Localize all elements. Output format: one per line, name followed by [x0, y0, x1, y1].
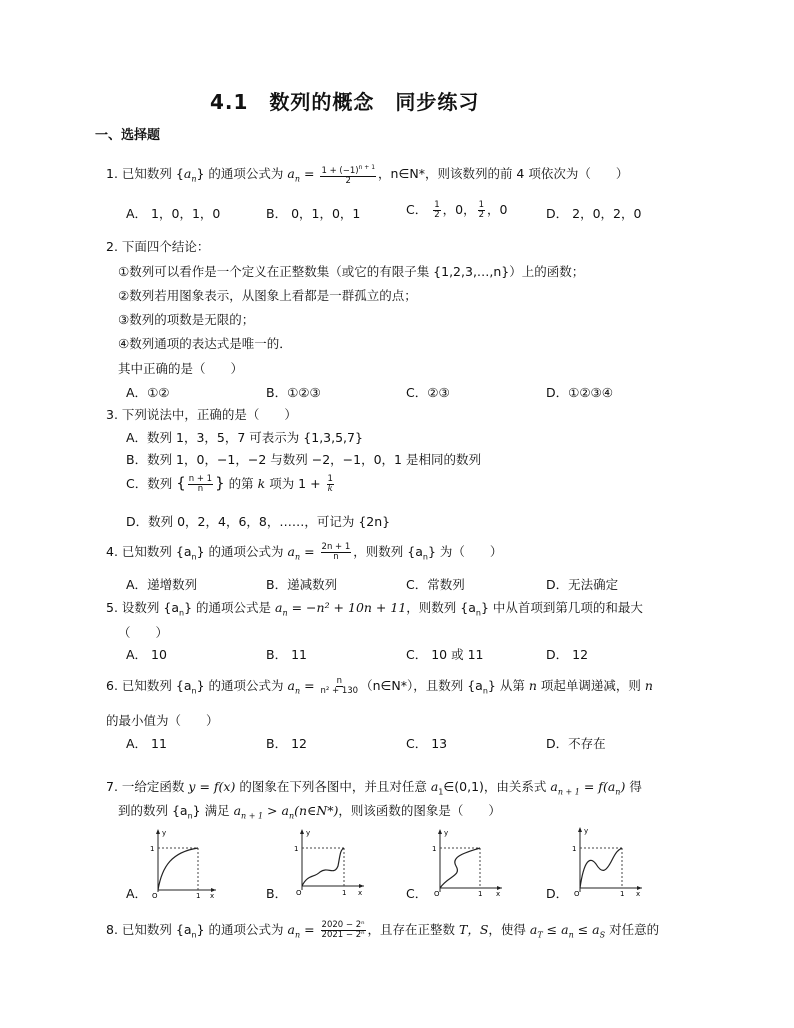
svg-text:1: 1: [620, 890, 625, 898]
question-2-stem: 2. 下面四个结论：: [106, 239, 210, 254]
option-a[interactable]: A．①②: [126, 385, 170, 400]
option-d[interactable]: D．数列 0，2，4，6，8，……，可记为 {2n}: [126, 514, 391, 529]
option-c[interactable]: C． 10 或 11: [406, 647, 484, 662]
svg-text:1: 1: [478, 890, 483, 898]
svg-text:1: 1: [432, 845, 437, 853]
option-d[interactable]: D．①②③④: [546, 385, 613, 400]
option-a[interactable]: A．递增数列: [126, 577, 198, 592]
svg-text:x: x: [358, 889, 363, 897]
option-c[interactable]: C．数列 { $\frac{n + 1}{n}$ } 的第 k 项为 1 + $\frac{1}{k}$: [126, 474, 333, 494]
svg-text:y: y: [444, 829, 449, 837]
graph-option-b[interactable]: [288, 826, 368, 898]
svg-text:y: y: [584, 827, 589, 835]
option-c[interactable]: C．常数列: [406, 577, 465, 592]
question-6-stem: 6. 已知数列 $\{a_n\}$ 的通项公式为 $a_n$ = $\frac{n}{\text{n² + 130}}$ （n∈N*），且数列 $\{a_n\}$ 从第 n 项起单调递减，则 n: [106, 676, 653, 696]
svg-text:O: O: [296, 889, 302, 897]
option-d[interactable]: D．无法确定: [546, 577, 619, 592]
svg-text:y: y: [306, 829, 311, 837]
graph-option-c-label[interactable]: C．: [406, 886, 428, 901]
option-b[interactable]: B．数列 1，0，−1，−2 与数列 −2，−1，0，1 是相同的数列: [126, 452, 481, 467]
question-3-stem: 3. 下列说法中，正确的是（ ）: [106, 407, 297, 422]
option-a[interactable]: A． 11: [126, 736, 167, 751]
statement-2: ②数列若用图象表示，从图象上看都是一群孤立的点；: [118, 288, 417, 303]
option-b[interactable]: B． 12: [266, 736, 307, 751]
option-a[interactable]: A． 1，0，1，0: [126, 206, 221, 221]
formula-fraction: $\frac{1 + (-1)^{n + 1}}{2}$: [321, 164, 376, 186]
question-8-stem: 8. 已知数列 $\{a_n\}$ 的通项公式为 $a_n$ = $\frac{\text{2020 − 2ⁿ}}{\text{2021 − 2ⁿ}}$ ，且存在正整数 T，S，使得 $a_T \le a_n \le a_S$ 对任意的: [106, 920, 660, 940]
graph-option-a[interactable]: [140, 826, 220, 898]
option-b[interactable]: B．递减数列: [266, 577, 338, 592]
question-5-stem: 5. 设数列 $\{a_n\}$ 的通项公式是 $a_n = -n^2 + 10n + 11$，则数列 $\{a_n\}$ 中从首项到第几项的和最大: [106, 600, 643, 618]
question-2-ask: 其中正确的是（ ）: [118, 361, 244, 376]
graph-option-d[interactable]: [566, 820, 646, 898]
question-7-line2: 到的数列 $\{a_n\}$ 满足 $a_{n + 1}$ > $a_n(n\in N*)$，则该函数的图象是（ ）: [118, 803, 501, 821]
option-d[interactable]: D． 2，0，2，0: [546, 206, 642, 221]
svg-text:O: O: [434, 890, 440, 898]
option-c[interactable]: C．②③: [406, 385, 450, 400]
page-title: 4.1 数列的概念 同步练习: [210, 90, 480, 114]
option-a[interactable]: A．数列 1，3，5，7 可表示为 {1,3,5,7}: [126, 430, 363, 445]
graph-option-c[interactable]: [426, 826, 506, 898]
svg-text:O: O: [152, 892, 158, 898]
svg-text:1: 1: [150, 845, 155, 853]
graph-option-a-label[interactable]: A．: [126, 886, 148, 901]
option-b[interactable]: B． 11: [266, 647, 307, 662]
svg-text:y: y: [162, 829, 167, 837]
svg-text:1: 1: [342, 889, 347, 897]
question-4-stem: 4. 已知数列 $\{a_n\}$ 的通项公式为 $a_n$ = $\frac{2n + 1}{n}$ ，则数列 $\{a_n\}$ 为（ ）: [106, 542, 503, 562]
option-b[interactable]: B． 0，1，0，1: [266, 206, 361, 221]
option-d[interactable]: D． 12: [546, 647, 589, 662]
svg-text:x: x: [496, 890, 501, 898]
option-c[interactable]: C． $\frac{1}{2}$ ，0， $\frac{1}{2}$ ，0: [406, 200, 508, 220]
svg-text:1: 1: [196, 892, 201, 898]
svg-text:1: 1: [294, 845, 299, 853]
option-b[interactable]: B．①②③: [266, 385, 321, 400]
option-c[interactable]: C． 13: [406, 736, 448, 751]
option-d[interactable]: D．不存在: [546, 736, 606, 751]
graph-option-d-label[interactable]: D．: [546, 886, 569, 901]
question-number: 1.: [106, 165, 118, 181]
question-1-stem: 1. 已知数列 $\{a_n\}$ 的通项公式为 $a_n$ = $\frac{1 + (-1)^{n + 1}}{2}$ ，n∈N*，则该数列的前 4 项依次为（ ）: [106, 164, 629, 186]
statement-4: ④数列通项的表达式是唯一的．: [118, 336, 292, 351]
svg-text:O: O: [574, 890, 580, 898]
svg-text:1: 1: [572, 845, 577, 853]
svg-text:x: x: [636, 890, 641, 898]
statement-3: ③数列的项数是无限的；: [118, 312, 255, 327]
svg-text:x: x: [210, 892, 215, 898]
statement-1: ①数列可以看作是一个定义在正整数集（或它的有限子集 {1,2,3,…,n}）上的函数；: [118, 264, 585, 279]
answer-paren: （ ）: [118, 625, 169, 640]
section-heading: 一、选择题: [95, 128, 161, 143]
question-7-line1: 7. 一给定函数 y = f(x) 的图象在下列各图中，并且对任意 $a_1\in(0,1)$，由关系式 $a_{n + 1} = f(a_n)$ 得: [106, 779, 642, 797]
option-a[interactable]: A． 10: [126, 647, 167, 662]
question-6-line2: 的最小值为（ ）: [106, 713, 219, 728]
graph-option-b-label[interactable]: B．: [266, 886, 288, 901]
